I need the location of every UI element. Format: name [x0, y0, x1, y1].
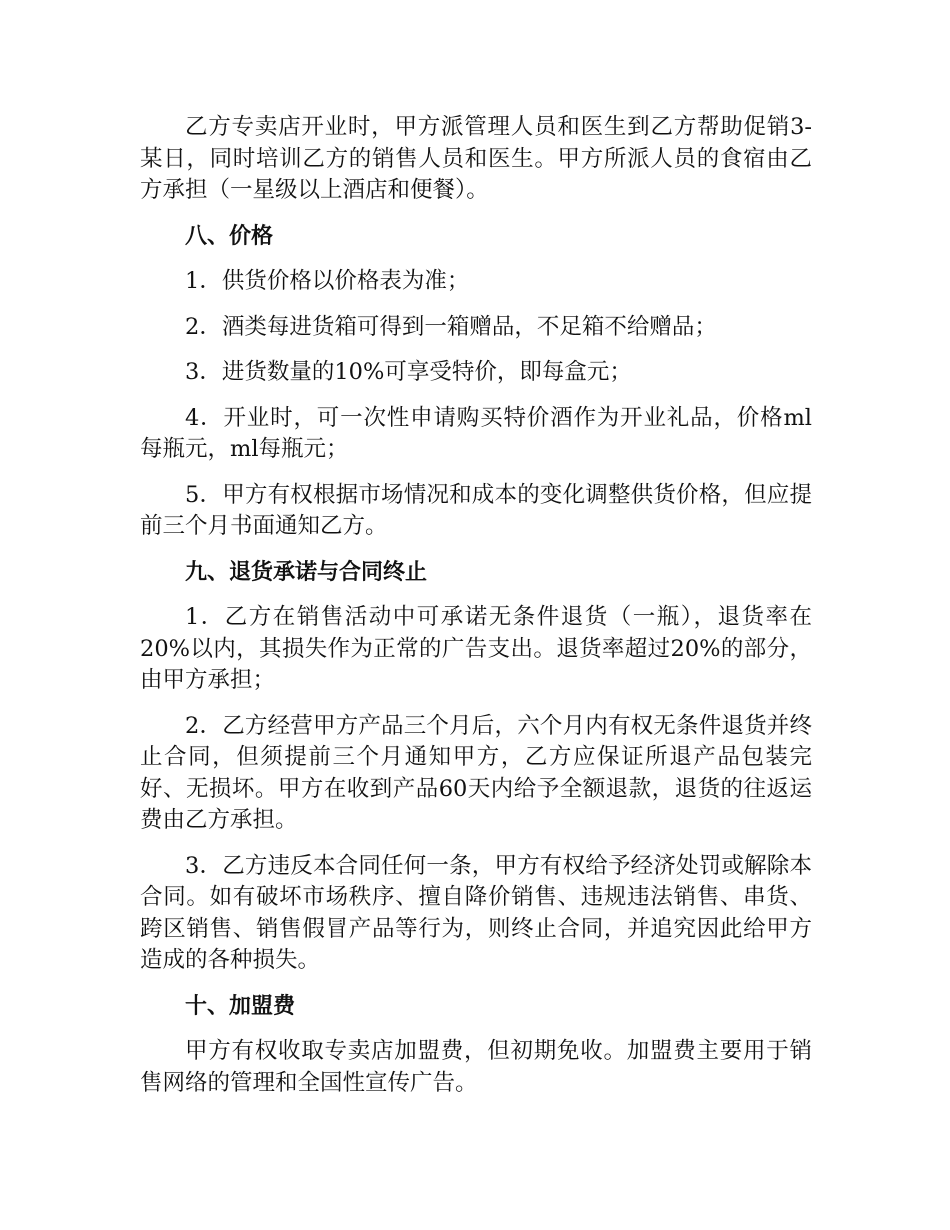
section-heading-price: 八、价格: [185, 223, 274, 249]
paragraph-price-3: 3．进货数量的10%可享受特价，即每盒元；: [185, 359, 632, 385]
paragraph-returns-2: 2．乙方经营甲方产品三个月后，六个月内有权无条件退货并终止合同，但须提前三个月通知甲方，乙方应保证所退产品包装完好、无损坏。甲方在收到产品60天内给予全额退款，退货的往返运费由乙方承担。: [140, 712, 812, 833]
paragraph-returns-1: 1．乙方在销售活动中可承诺无条件退货（一瓶），退货率在20%以内，其损失作为正常的广告支出。退货率超过20%的部分，由甲方承担；: [140, 604, 812, 693]
paragraph-opening-support: 乙方专卖店开业时，甲方派管理人员和医生到乙方帮助促销3-某日，同时培训乙方的销售人员和医生。甲方所派人员的食宿由乙方承担（一星级以上酒店和便餐）。: [140, 114, 812, 203]
section-heading-returns: 九、退货承诺与合同终止: [185, 559, 428, 585]
paragraph-price-5: 5．甲方有权根据市场情况和成本的变化调整供货价格，但应提前三个月书面通知乙方。: [140, 481, 812, 539]
document-body: [140, 112, 812, 1113]
paragraph-returns-3: 3．乙方违反本合同任何一条，甲方有权给予经济处罚或解除本合同。如有破坏市场秩序、擅自降价销售、违规违法销售、串货、跨区销售、销售假冒产品等行为，则终止合同，并追究因此给甲方造成的各种损失。: [140, 852, 812, 973]
paragraph-price-1: 1．供货价格以价格表为准；: [185, 268, 470, 294]
section-heading-franchise-fee: 十、加盟费: [185, 993, 296, 1019]
paragraph-price-2: 2．酒类每进货箱可得到一箱赠品，不足箱不给赠品；: [185, 313, 717, 340]
paragraph-price-4: 4．开业时，可一次性申请购买特价酒作为开业礼品，价格ml每瓶元，ml每瓶元；: [140, 404, 812, 462]
paragraph-franchise-fee: 甲方有权收取专卖店加盟费，但初期免收。加盟费主要用于销售网络的管理和全国性宣传广告。: [140, 1038, 812, 1096]
